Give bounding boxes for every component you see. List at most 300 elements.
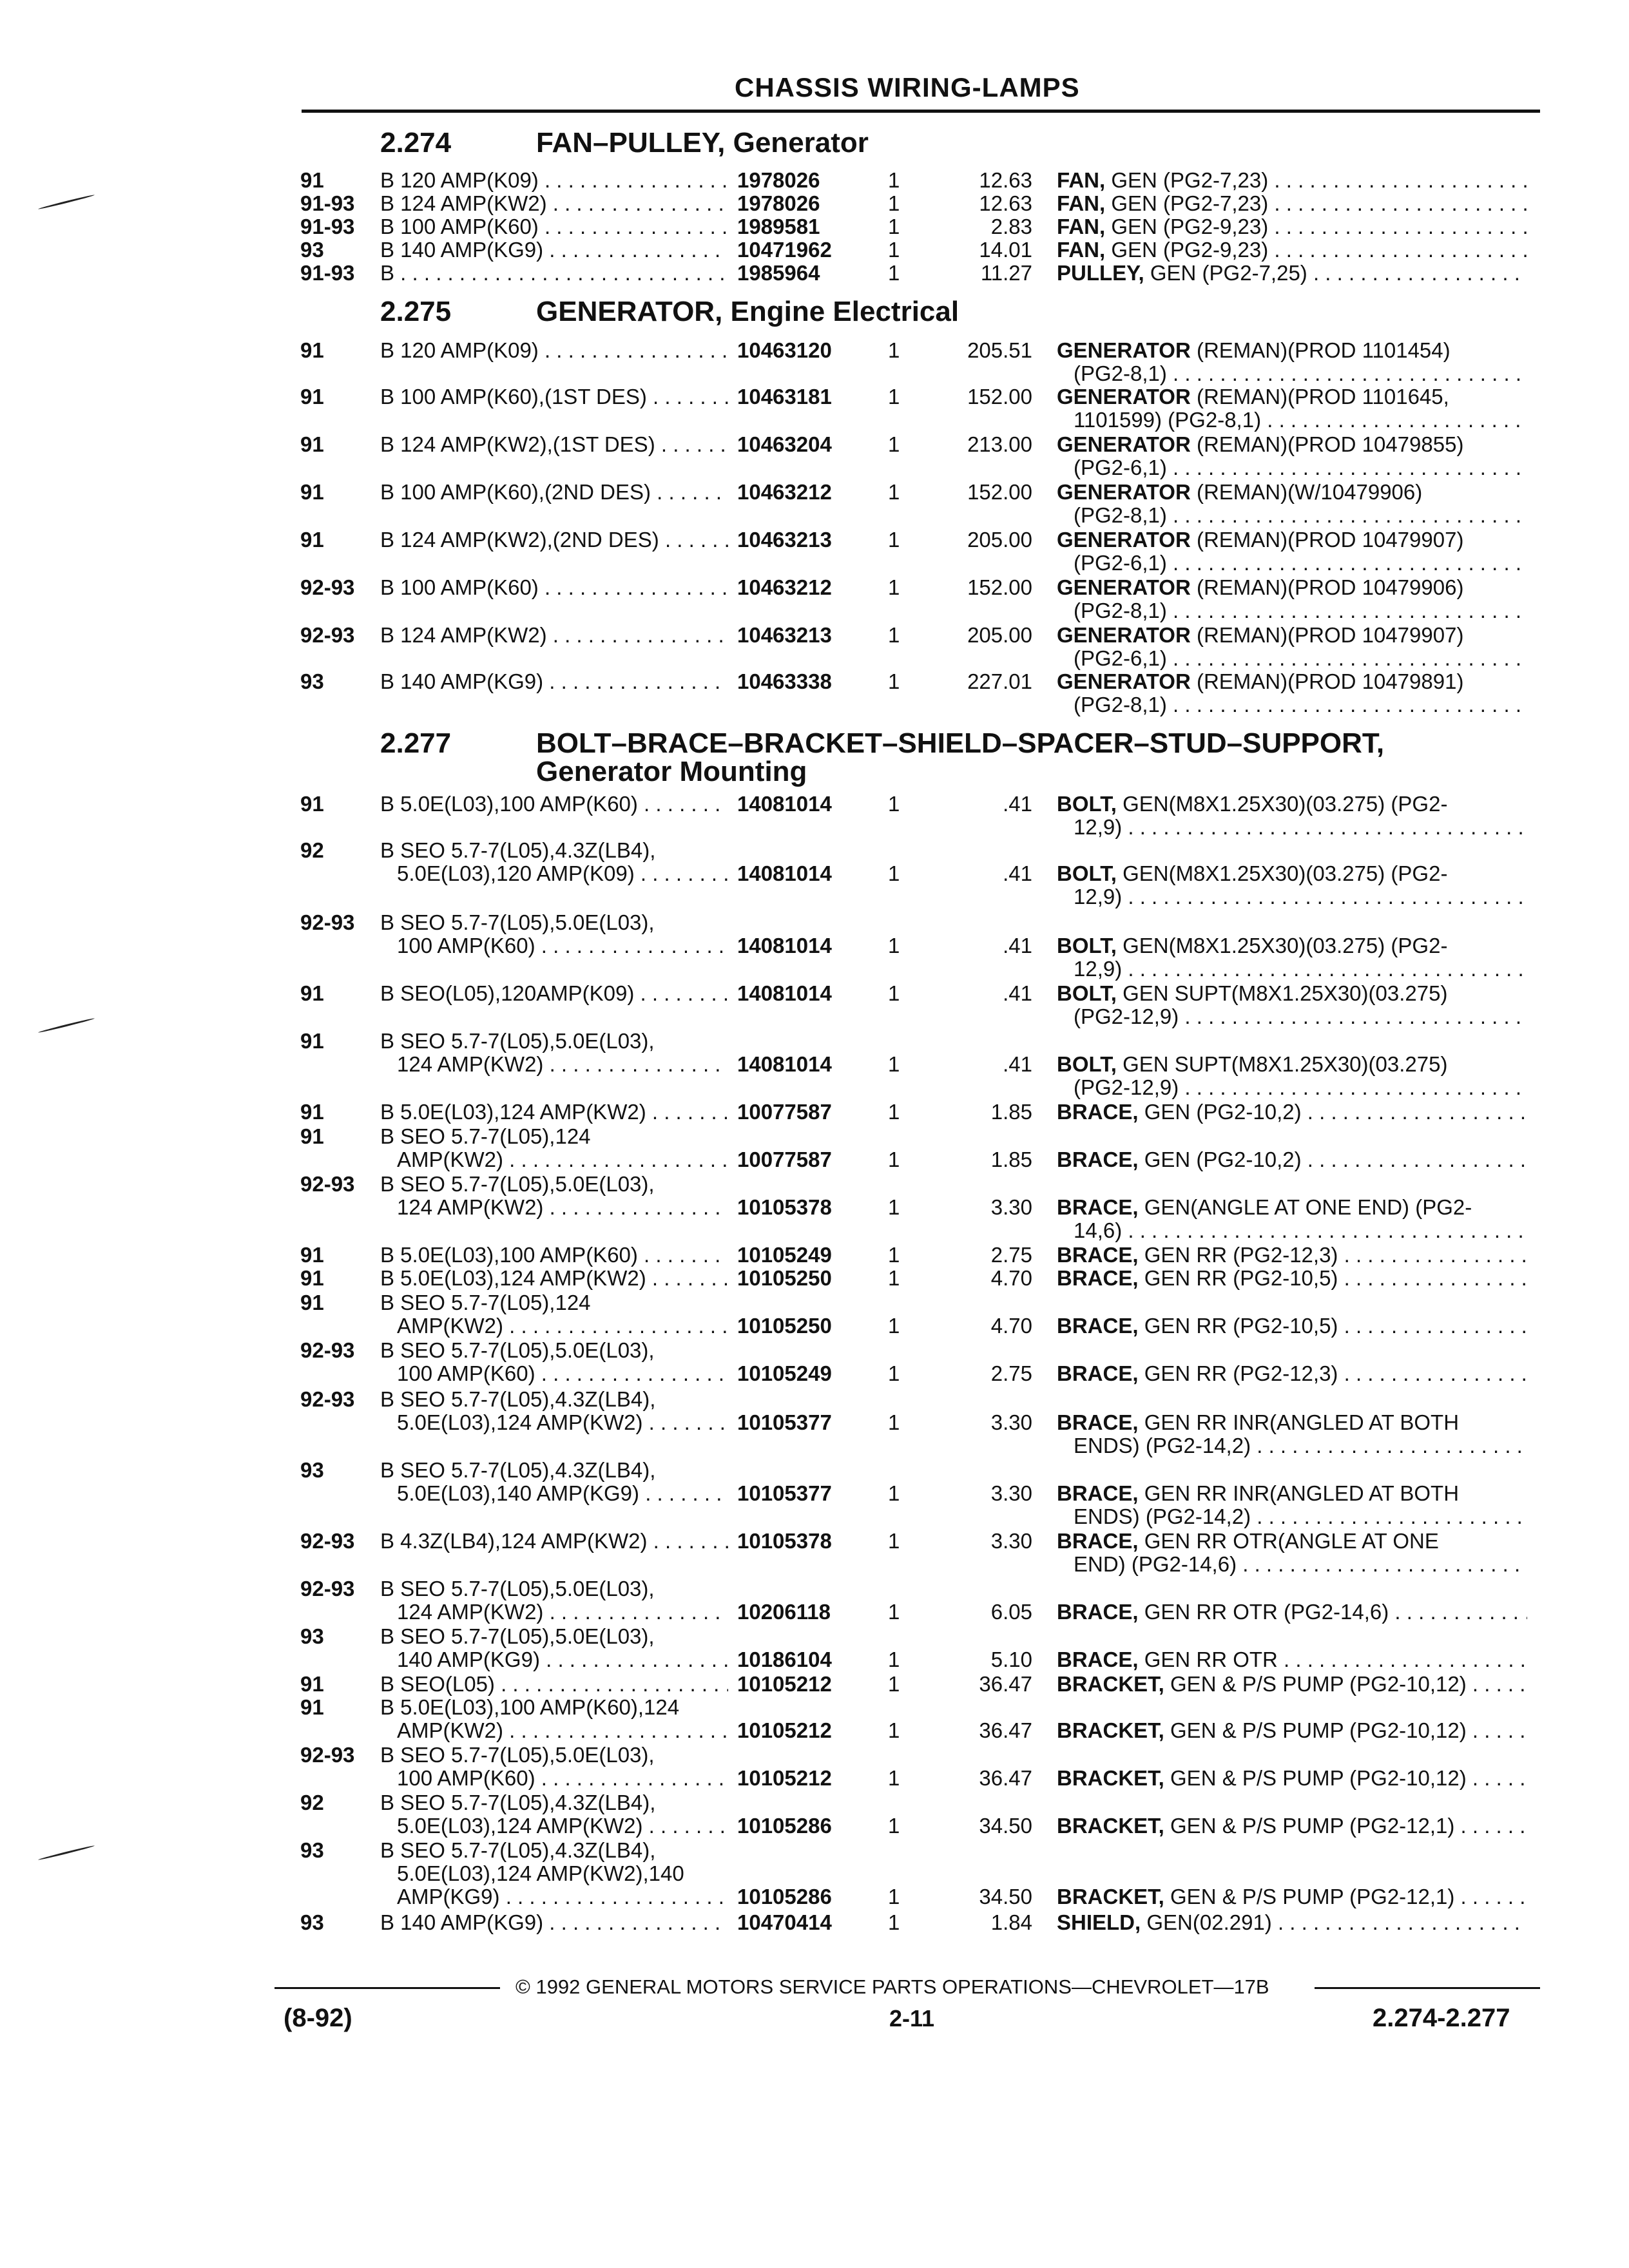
price: 4.70 [990,1266,1032,1290]
part-name-detail: GEN RR INR(ANGLED AT BOTH [1144,1411,1460,1434]
description-line: B SEO 5.7-7(L05),4.3Z(LB4), [380,1839,656,1862]
part-number: 10077587 [737,1148,832,1171]
part-name-keyword: FAN, [1057,238,1106,262]
application-description [380,192,728,215]
description-line: B SEO 5.7-7(L05),5.0E(L03), [380,1625,655,1648]
quantity: 1 [888,1814,900,1838]
part-name-detail: GEN(02.291) . . . [1146,1911,1527,1934]
part-name-keyword: BRACE, [1057,1530,1139,1553]
part-name [1057,1719,1527,1742]
part-name-detail: (PG2-8,1) . . . [1074,599,1527,622]
application-description [380,1459,728,1505]
footer-rule [1315,1987,1540,1989]
price: .41 [1003,861,1032,885]
model-year: 91 [300,528,324,552]
model-year: 91 [300,1291,324,1314]
part-name-keyword: BRACE, [1057,1244,1139,1267]
description-line: B SEO 5.7-7(L05),5.0E(L03), [380,1030,655,1053]
part-number: 14081014 [737,981,832,1005]
description-line: B 120 AMP(K09) . . . [380,169,728,192]
part-number: 10463181 [737,385,832,408]
part-name-detail: (REMAN)(PROD 10479906) [1196,576,1464,599]
description-line: B SEO(L05),120AMP(K09) . . . [380,982,728,1005]
quantity: 1 [888,1481,900,1505]
part-number: 10463213 [737,528,832,552]
quantity: 1 [888,1718,900,1742]
part-name [1057,670,1527,716]
part-name-detail: GEN & P/S PUMP (PG2-12,1) . . . . [1170,1885,1527,1908]
part-name-detail: 12,9) . . . [1074,885,1527,908]
part-name-keyword: BOLT, [1057,982,1117,1005]
part-name-detail: (PG2-12,9) . . . [1074,1075,1527,1099]
application-description [380,1291,728,1338]
description-line: B SEO 5.7-7(L05),4.3Z(LB4), [380,1459,656,1482]
application-description [380,1673,728,1696]
model-year: 91 [300,792,324,816]
part-number: 10186104 [737,1648,832,1671]
model-year: 91 [300,480,324,504]
part-number: 10206118 [737,1600,831,1624]
price: 36.47 [979,1766,1032,1790]
section-number: 2.277 [380,727,452,759]
scan-mark [38,1017,95,1033]
description-line: AMP(KW2) . . . [380,1148,728,1171]
part-name-keyword: BOLT, [1057,862,1117,885]
model-year: 91 [300,432,324,456]
quantity: 1 [888,480,900,504]
part-name [1057,192,1527,215]
part-name [1057,1648,1527,1671]
price: 12.63 [979,168,1032,192]
price: 3.30 [990,1410,1032,1434]
model-year: 92-93 [300,1577,355,1600]
description-line: AMP(KW2) . . . [380,1719,728,1742]
part-name-keyword: FAN, [1057,192,1106,215]
price: .41 [1003,792,1032,816]
model-year: 92-93 [300,1529,355,1553]
part-name-keyword: GENERATOR [1057,433,1191,456]
part-name-detail: (REMAN)(PROD 10479855) [1196,433,1464,456]
part-name [1057,238,1527,262]
part-name-keyword: BRACE, [1057,1411,1139,1434]
description-line: 100 AMP(K60) . . . [380,1362,728,1385]
description-line: 124 AMP(KW2) . . . [380,1053,728,1076]
description-line: 5.0E(L03),124 AMP(KW2) . . . [380,1814,728,1838]
price: 12.63 [979,191,1032,215]
part-number: 10105250 [737,1314,832,1338]
application-description [380,339,728,362]
scan-mark [38,1845,95,1861]
description-line: AMP(KW2) . . . [380,1314,728,1338]
model-year: 91 [300,168,324,192]
part-name [1057,385,1527,432]
part-name-keyword: BRACE, [1057,1148,1139,1171]
application-description [380,839,728,885]
quantity: 1 [888,1600,900,1624]
application-description [380,1267,728,1290]
part-number: 10105212 [737,1718,832,1742]
part-name [1057,1100,1527,1124]
application-description [380,624,728,647]
part-number: 10105250 [737,1266,832,1290]
part-name-keyword: BRACKET, [1057,1719,1164,1742]
part-name [1057,982,1527,1028]
part-number: 10463120 [737,338,832,362]
part-name-keyword: BRACKET, [1057,1885,1164,1908]
part-name [1057,1314,1527,1338]
page-title: CHASSIS WIRING-LAMPS [735,72,1080,102]
description-line: B 100 AMP(K60),(1ST DES) . . . [380,385,728,408]
scan-mark [38,194,95,210]
description-line: 5.0E(L03),120 AMP(K09) . . . [380,862,728,885]
price: 213.00 [967,432,1032,456]
part-name-keyword: GENERATOR [1057,576,1191,599]
part-name-keyword: PULLEY, [1057,262,1144,285]
part-number: 10105377 [737,1481,832,1505]
part-number: 10463212 [737,575,832,599]
application-description [380,1244,728,1267]
application-description [380,385,728,408]
part-name-detail: GEN (PG2-9,23) . . . [1111,238,1527,262]
part-name-keyword: BRACE, [1057,1267,1139,1290]
description-line: B 140 AMP(KG9) . . . [380,238,728,262]
part-number: 10105286 [737,1885,832,1908]
part-name-detail: GEN SUPT(M8X1.25X30)(03.275) [1123,1053,1448,1076]
part-name [1057,1885,1527,1908]
part-name [1057,169,1527,192]
part-number: 10105286 [737,1814,832,1838]
section-name: BOLT–BRACE–BRACKET–SHIELD–SPACER–STUD–SUPPORT, [536,727,1385,759]
part-name-detail: (REMAN)(PROD 10479907) [1196,528,1464,552]
model-year: 91 [300,385,324,408]
part-name-detail: GEN & P/S PUMP (PG2-12,1) . . . . [1170,1814,1527,1838]
application-description [380,169,728,192]
application-description [380,1911,728,1934]
description-line: B 5.0E(L03),124 AMP(KW2) . . . [380,1100,728,1124]
part-name [1057,793,1527,839]
price: 152.00 [967,385,1032,408]
model-year: 92-93 [300,1743,355,1767]
price: 4.70 [990,1314,1032,1338]
part-name-keyword: FAN, [1057,215,1106,238]
section-number: 2.274 [380,127,452,159]
part-name-detail: GEN (PG2-10,2) . . . [1144,1100,1527,1124]
part-name-keyword: BRACE, [1057,1196,1139,1219]
price: 205.00 [967,623,1032,647]
price: 205.51 [967,338,1032,362]
model-year: 93 [300,1838,324,1862]
part-name-detail: GEN RR INR(ANGLED AT BOTH [1144,1482,1460,1505]
part-name [1057,862,1527,908]
part-name-detail: GEN (PG2-10,2) . . . [1144,1148,1527,1171]
part-number: 10463338 [737,669,832,693]
part-name-detail: GEN RR OTR (PG2-14,6) . . . [1144,1600,1527,1624]
application-description [380,911,728,957]
model-year: 93 [300,238,324,262]
model-year: 91-93 [300,215,355,238]
description-line: B 5.0E(L03),124 AMP(KW2) . . . [380,1267,728,1290]
part-name-keyword: GENERATOR [1057,624,1191,647]
description-line: B 100 AMP(K60) . . . [380,576,728,599]
part-name [1057,433,1527,479]
part-name [1057,624,1527,670]
part-name [1057,1600,1527,1624]
part-name [1057,262,1527,285]
part-name-detail: (REMAN)(W/10479906) [1196,481,1423,504]
price: 3.30 [990,1481,1032,1505]
quantity: 1 [888,528,900,552]
part-name-detail: GEN (PG2-7,23) . . . [1111,192,1527,215]
price: .41 [1003,981,1032,1005]
part-name-keyword: BRACE, [1057,1648,1139,1671]
model-year: 91 [300,1124,324,1148]
part-name-keyword: BRACE, [1057,1482,1139,1505]
section-number: 2.275 [380,296,452,327]
part-name-detail: GEN & P/S PUMP (PG2-10,12) . . . [1170,1719,1527,1742]
part-name-detail: (PG2-6,1) . . . [1074,646,1527,670]
quantity: 1 [888,1766,900,1790]
price: 1.84 [990,1910,1032,1934]
description-line: B 124 AMP(KW2),(2ND DES) . . . [380,528,728,552]
part-name-detail: GEN(ANGLE AT ONE END) (PG2- [1144,1196,1472,1219]
model-year: 91 [300,1029,324,1053]
part-name-detail: GEN(M8X1.25X30)(03.275) (PG2- [1123,862,1448,885]
model-year: 93 [300,1910,324,1934]
price: 2.75 [990,1361,1032,1385]
section-range: 2.274-2.277 [1373,2004,1510,2032]
application-description [380,670,728,693]
description-line: B SEO 5.7-7(L05),5.0E(L03), [380,1744,655,1767]
application-description [380,1791,728,1838]
description-line: 100 AMP(K60) . . . [380,934,728,957]
part-name-detail: 14,6) . . . [1074,1218,1527,1242]
quantity: 1 [888,1361,900,1385]
price: 36.47 [979,1672,1032,1696]
part-name [1057,1482,1527,1528]
quantity: 1 [888,669,900,693]
part-name-detail: (PG2-6,1) . . . [1074,456,1527,479]
part-name-keyword: FAN, [1057,169,1106,192]
part-name-detail: (PG2-8,1) . . . [1074,693,1527,716]
model-year: 91 [300,1243,324,1267]
part-number: 10463213 [737,623,832,647]
price: 205.00 [967,528,1032,552]
quantity: 1 [888,1266,900,1290]
quantity: 1 [888,338,900,362]
application-description [380,262,728,285]
part-name-detail: (REMAN)(PROD 1101645, [1196,385,1449,408]
part-name-detail: (PG2-6,1) . . . [1074,551,1527,575]
quantity: 1 [888,238,900,262]
price: 34.50 [979,1885,1032,1908]
part-name-detail: GEN (PG2-7,25) . . . [1150,262,1527,285]
part-name-keyword: BRACKET, [1057,1673,1164,1696]
quantity: 1 [888,792,900,816]
application-description [380,433,728,456]
description-line: 124 AMP(KW2) . . . [380,1600,728,1624]
section-name: FAN–PULLEY, Generator [536,127,869,159]
application-description [380,1030,728,1076]
model-year: 91-93 [300,191,355,215]
application-description [380,481,728,504]
quantity: 1 [888,1195,900,1219]
model-year: 92-93 [300,1387,355,1411]
part-name-keyword: BRACE, [1057,1314,1139,1338]
part-number: 10105378 [737,1195,832,1219]
description-line: B 140 AMP(KG9) . . . [380,670,728,693]
part-name [1057,1767,1527,1790]
part-name [1057,1530,1527,1576]
part-name [1057,1911,1527,1934]
part-number: 10105249 [737,1361,832,1385]
part-number: 10463212 [737,480,832,504]
description-line: B 5.0E(L03),100 AMP(K60),124 [380,1696,680,1719]
quantity: 1 [888,1052,900,1076]
quantity: 1 [888,575,900,599]
model-year: 92-93 [300,910,355,934]
quantity: 1 [888,861,900,885]
part-name [1057,481,1527,527]
description-line: B SEO 5.7-7(L05),5.0E(L03), [380,911,655,934]
application-description [380,1839,728,1908]
model-year: 92-93 [300,575,355,599]
part-number: 1978026 [737,191,820,215]
description-line: B 100 AMP(K60),(2ND DES) . . . [380,481,728,504]
part-name-detail: (REMAN)(PROD 10479891) [1196,670,1464,693]
quantity: 1 [888,168,900,192]
part-name-detail: ENDS) (PG2-14,2) . . . [1074,1434,1527,1457]
model-year: 92-93 [300,1172,355,1196]
quantity: 1 [888,934,900,957]
quantity: 1 [888,1648,900,1671]
part-name-keyword: BRACKET, [1057,1814,1164,1838]
model-year: 92-93 [300,623,355,647]
part-number: 10470414 [737,1910,832,1934]
quantity: 1 [888,261,900,285]
part-name-keyword: BOLT, [1057,1053,1117,1076]
application-description [380,793,728,816]
description-line: B SEO 5.7-7(L05),5.0E(L03), [380,1339,655,1362]
part-name-detail: END) (PG2-14,6) . . . [1074,1552,1527,1576]
part-name-keyword: BOLT, [1057,934,1117,957]
description-line: B 120 AMP(K09) . . . [380,339,728,362]
part-name [1057,934,1527,981]
header-rule [302,110,1540,113]
revision-date: (8-92) [284,2004,352,2032]
description-line: B 5.0E(L03),100 AMP(K60) . . . [380,793,728,816]
quantity: 1 [888,1672,900,1696]
description-line: 140 AMP(KG9) . . . [380,1648,728,1671]
application-description [380,1125,728,1171]
model-year: 93 [300,1458,324,1482]
quantity: 1 [888,432,900,456]
quantity: 1 [888,1314,900,1338]
price: 2.75 [990,1243,1032,1267]
part-name-detail: GEN RR (PG2-12,3) . . . [1144,1244,1527,1267]
description-line: B 124 AMP(KW2) . . . [380,624,728,647]
part-number: 10077587 [737,1100,832,1124]
part-name-detail: GEN RR OTR . . . [1144,1648,1527,1671]
description-line: B 100 AMP(K60) . . . [380,215,728,238]
price: 6.05 [990,1600,1032,1624]
part-name-detail: GEN RR (PG2-10,5) . . . [1144,1267,1527,1290]
application-description [380,1744,728,1790]
application-description [380,1339,728,1385]
application-description [380,576,728,599]
part-name-keyword: GENERATOR [1057,385,1191,408]
part-number: 10105249 [737,1243,832,1267]
part-name-detail: GEN RR (PG2-12,3) . . . [1144,1362,1527,1385]
part-name-detail: 12,9) . . . [1074,957,1527,981]
description-line: B SEO 5.7-7(L05),4.3Z(LB4), [380,1791,656,1814]
part-number: 14081014 [737,861,832,885]
part-name-detail: 12,9) . . . [1074,815,1527,839]
part-name [1057,576,1527,622]
application-description [380,1530,728,1553]
description-line: 100 AMP(K60) . . . [380,1767,728,1790]
part-name-keyword: GENERATOR [1057,528,1191,552]
model-year: 91-93 [300,261,355,285]
description-line: B SEO 5.7-7(L05),124 [380,1291,591,1314]
quantity: 1 [888,191,900,215]
application-description [380,1100,728,1124]
price: 34.50 [979,1814,1032,1838]
model-year: 91 [300,981,324,1005]
application-description [380,982,728,1005]
part-name-detail: GEN (PG2-9,23) . . . [1111,215,1527,238]
part-name-keyword: GENERATOR [1057,481,1191,504]
application-description [380,1696,728,1742]
price: 14.01 [979,238,1032,262]
application-description [380,1577,728,1624]
description-line: B SEO 5.7-7(L05),5.0E(L03), [380,1577,655,1600]
part-name [1057,1673,1527,1696]
description-line: B . . . [380,262,728,285]
application-description [380,528,728,552]
model-year: 91 [300,1672,324,1696]
quantity: 1 [888,1885,900,1908]
part-number: 14081014 [737,934,832,957]
description-line: B SEO 5.7-7(L05),4.3Z(LB4), [380,839,656,862]
price: 1.85 [990,1100,1032,1124]
price: 11.27 [980,261,1032,285]
price: .41 [1003,934,1032,957]
part-name-detail: GEN RR OTR(ANGLE AT ONE [1144,1530,1439,1553]
part-name-keyword: BRACKET, [1057,1767,1164,1790]
model-year: 92-93 [300,1338,355,1362]
application-description [380,1625,728,1671]
quantity: 1 [888,385,900,408]
description-line: B SEO(L05) . . . [380,1673,728,1696]
part-name-detail: (PG2-8,1) . . . [1074,503,1527,527]
price: 3.30 [990,1529,1032,1553]
model-year: 93 [300,1624,324,1648]
description-line: 5.0E(L03),140 AMP(KG9) . . . [380,1482,728,1505]
quantity: 1 [888,1910,900,1934]
part-name [1057,1814,1527,1838]
part-name-detail: GEN(M8X1.25X30)(03.275) (PG2- [1123,793,1448,816]
part-name-detail: (PG2-12,9) . . . [1074,1004,1527,1028]
model-year: 93 [300,669,324,693]
price: .41 [1003,1052,1032,1076]
part-number: 14081014 [737,792,832,816]
page-number: 2-11 [889,2005,935,2032]
part-name-keyword: BOLT, [1057,793,1117,816]
application-description [380,1388,728,1434]
quantity: 1 [888,1148,900,1171]
part-number: 10105212 [737,1672,832,1696]
application-description [380,1173,728,1219]
